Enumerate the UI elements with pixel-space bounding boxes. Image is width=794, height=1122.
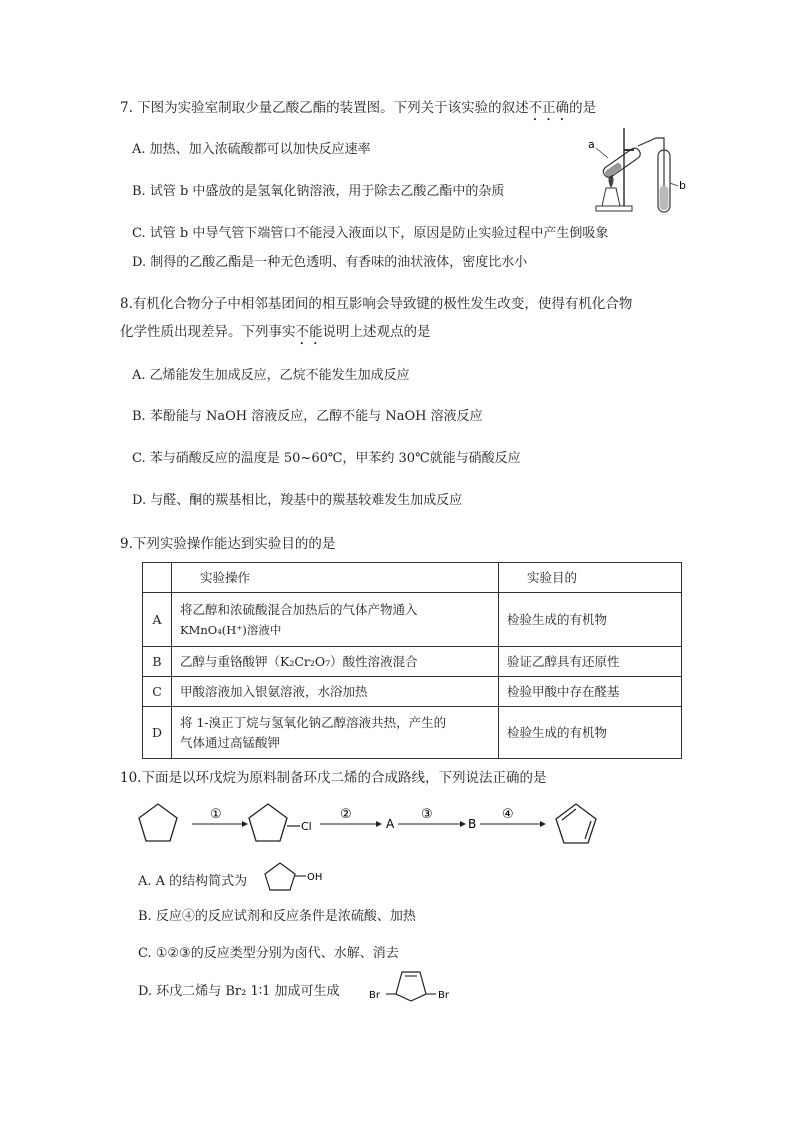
intermediate-a: A — [386, 817, 395, 831]
label-a: a — [588, 138, 595, 151]
br-label-right: Br — [438, 990, 449, 1001]
table-header-row — [143, 563, 682, 593]
intermediate-b: B — [468, 817, 477, 831]
q8-option-b: B. 苯酚能与 NaOH 溶液反应，乙醇不能与 NaOH 溶液反应 — [132, 409, 483, 424]
q10-option-c: C. ①②③的反应类型分别为卤代、水解、消去 — [138, 946, 399, 961]
step-3-label: ③ — [421, 807, 433, 822]
label-b: b — [679, 179, 686, 192]
br-label-left: Br — [369, 990, 380, 1001]
apparatus-figure — [582, 128, 694, 218]
step-1-label: ① — [210, 807, 222, 822]
q10-option-d: D. 环戊二烯与 Br₂ 1∶1 加成可生成 — [138, 984, 340, 999]
q10-option-b: B. 反应④的反应试剂和反应条件是浓硫酸、加热 — [138, 909, 416, 924]
q7-option-b: B. 试管 b 中盛放的是氢氧化钠溶液，用于除去乙酸乙酯中的杂质 — [132, 184, 505, 199]
table-row: D 将 1-溴正丁烷与氢氧化钠乙醇溶液共热，产生的 气体通过高锰酸钾 检验生成的有机物 — [143, 707, 682, 759]
step-4-label: ④ — [502, 807, 514, 822]
synthesis-route — [130, 796, 610, 852]
q7-option-a: A. 加热、加入浓硫酸都可以加快反应速率 — [132, 142, 371, 157]
q8-option-c: C. 苯与硝酸反应的温度是 50~60℃，甲苯约 30℃就能与硝酸反应 — [132, 451, 521, 466]
q8-stem-line1: 8.有机化合物分子中相邻基团间的相互影响会导致键的极性发生改变，使得有机化合物 — [120, 296, 633, 312]
q10-stem: 10.下面是以环戊烷为原料制备环戊二烯的合成路线，下列说法正确的是 — [120, 770, 547, 786]
cl-label: Cl — [301, 820, 312, 833]
q7-stem: 7. 下图为实验室制取少量乙酸乙酯的装置图。下列关于该实验的叙述不正确的是 — [120, 100, 597, 116]
q10-option-a: A. A 的结构简式为 — [138, 874, 248, 889]
oh-label: OH — [307, 872, 323, 883]
chlorocyclopentane-structure — [249, 804, 287, 841]
q9-stem: 9.下列实验操作能达到实验目的的是 — [120, 536, 336, 552]
step-2-label: ② — [340, 807, 352, 822]
q7-option-c: C. 试管 b 中导气管下端管口不能浸入液面以下，原因是防止实验过程中产生倒吸象 — [132, 226, 609, 241]
cyclopentadiene-structure — [556, 804, 596, 843]
table-row: B 乙醇与重铬酸钾（K₂Cr₂O₇）酸性溶液混合 验证乙醇具有还原性 — [143, 647, 682, 677]
q7-option-d: D. 制得的乙酸乙酯是一种无色透明、有香味的油状液体，密度比水小 — [132, 255, 528, 270]
experiment-table — [142, 562, 682, 759]
cyclopentanol-structure — [262, 860, 332, 892]
q8-option-d: D. 与醛、酮的羰基相比，羧基中的羰基较难发生加成反应 — [132, 493, 463, 508]
header-operation: 实验操作 — [172, 563, 499, 593]
dibromocyclopentene-structure — [366, 964, 462, 1004]
q8-stem-line2: 化学性质出现差异。下列事实不能说明上述观点的是 — [120, 324, 431, 340]
q8-option-a: A. 乙烯能发生加成反应，乙烷不能发生加成反应 — [132, 368, 410, 383]
table-row: A 将乙醇和浓硫酸混合加热后的气体产物通入 KMnO₄(H⁺)溶液中 检验生成的有机物 — [143, 593, 682, 647]
header-goal: 实验目的 — [499, 563, 682, 593]
table-row: C 甲酸溶液加入银氨溶液，水浴加热 检验甲酸中存在醛基 — [143, 677, 682, 707]
cyclopentane-structure — [139, 804, 177, 841]
